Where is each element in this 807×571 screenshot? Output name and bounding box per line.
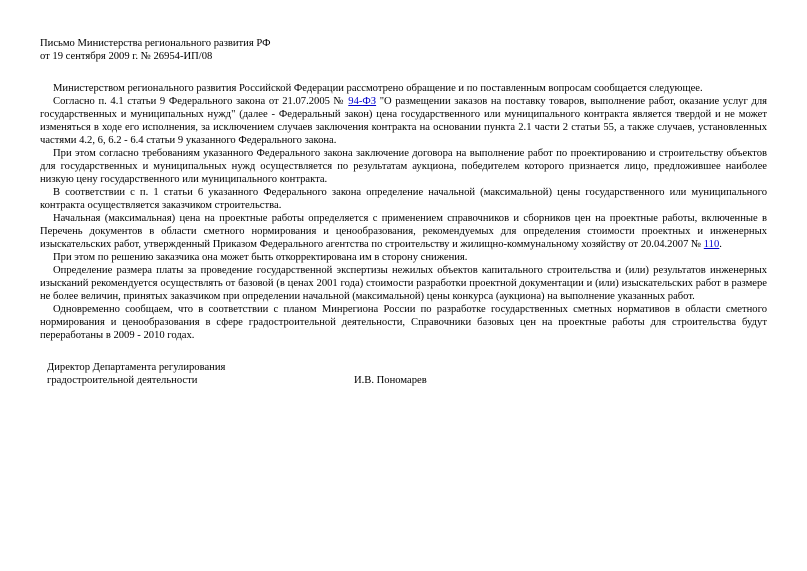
signature-block	[40, 361, 767, 387]
document-header	[40, 37, 767, 63]
paragraph-4: В соответствии с п. 1 статьи 6 указанного Федерального закона определение начальной (максимальной) цены государственного или муниципального контракта осуществляется заказчиком строительства.	[40, 187, 767, 211]
signatory-name: И.В. Пономарев	[354, 375, 427, 386]
order-110-link[interactable]: 110	[703, 239, 720, 250]
paragraph-8: Одновременно сообщаем, что в соответствии с планом Минрегиона России по разработке государственных сметных нормативов в области сметного нормирования и ценообразования в сфере градостроительной деятельности, Справочники базовых цен на проектные работы для строительства будут переработаны в 2009 - 2010 годах.	[40, 304, 767, 341]
paragraph-7: Определение размера платы за проведение государственной экспертизы нежилых объектов капитального строительства и (или) результатов инженерных изысканий рекомендуется осуществлять от базовой (в ценах 2001 года) стоимости разработки проектной документации и (или) изыскательских работ в размере не более величин, принятых заказчиком при определении начальной (максимальной) цены конкурса (аукциона) на выполнение указанных работ.	[40, 265, 767, 302]
paragraph-2-text-a: Согласно п. 4.1 статьи 9 Федерального закона от 21.07.2005 №	[53, 96, 349, 107]
document-body	[40, 82, 767, 342]
paragraph-5	[40, 212, 767, 251]
paragraph-2-text-b: "О размещении заказов на поставку товаров, выполнение работ, оказание услуг для государственных и муниципальных нужд" (далее - Федеральный закон) цена государственного или муниципального контракта является твердой и не может изменяться в ходе его исполнения, за исключением случаев заключения контракта на основании пункта 2.1 части 2 статьи 55, а также случаев, установленных частями 4.2, 6, 6.2 - 6.4 статьи 9 указанного Федерального закона.	[40, 96, 767, 146]
signature-title-line-1: Директор Департамента регулирования	[47, 362, 226, 373]
paragraph-1: Министерством регионального развития Российской Федерации рассмотрено обращение и по поставленным вопросам сообщается следующее.	[53, 83, 703, 94]
paragraph-6: При этом по решению заказчика она может быть откорректирована им в сторону снижения.	[53, 252, 468, 263]
paragraph-2	[40, 95, 767, 147]
paragraph-3: При этом согласно требованиям указанного Федерального закона заключение договора на выполнение работ по проектированию и строительству объектов для государственных и муниципальных нужд осуществляется по результатам аукциона, победителем которого признается лицо, предложившее наиболее низкую цену государственного или муниципального контракта.	[40, 148, 767, 185]
header-title: Письмо Министерства регионального развития РФ	[40, 38, 271, 49]
law-94-fz-link[interactable]: 94-ФЗ	[348, 96, 377, 107]
header-date-number: от 19 сентября 2009 г. № 26954-ИП/08	[40, 51, 213, 62]
paragraph-5-text-b: .	[719, 239, 722, 250]
signature-title-line-2: градостроительной деятельности	[47, 375, 198, 386]
document	[40, 37, 767, 387]
paragraph-5-text-a: Начальная (максимальная) цена на проектные работы определяется с применением справочников и сборников цен на проектные работы, включенные в Перечень документов в области сметного нормирования и ценообразования, рекомендуемых для определения стоимости проектных и инженерных изыскательских работ, утвержденный Приказом Федерального агентства по строительству и жилищно-коммунальному хозяйству от 20.04.2007 №	[40, 213, 767, 250]
